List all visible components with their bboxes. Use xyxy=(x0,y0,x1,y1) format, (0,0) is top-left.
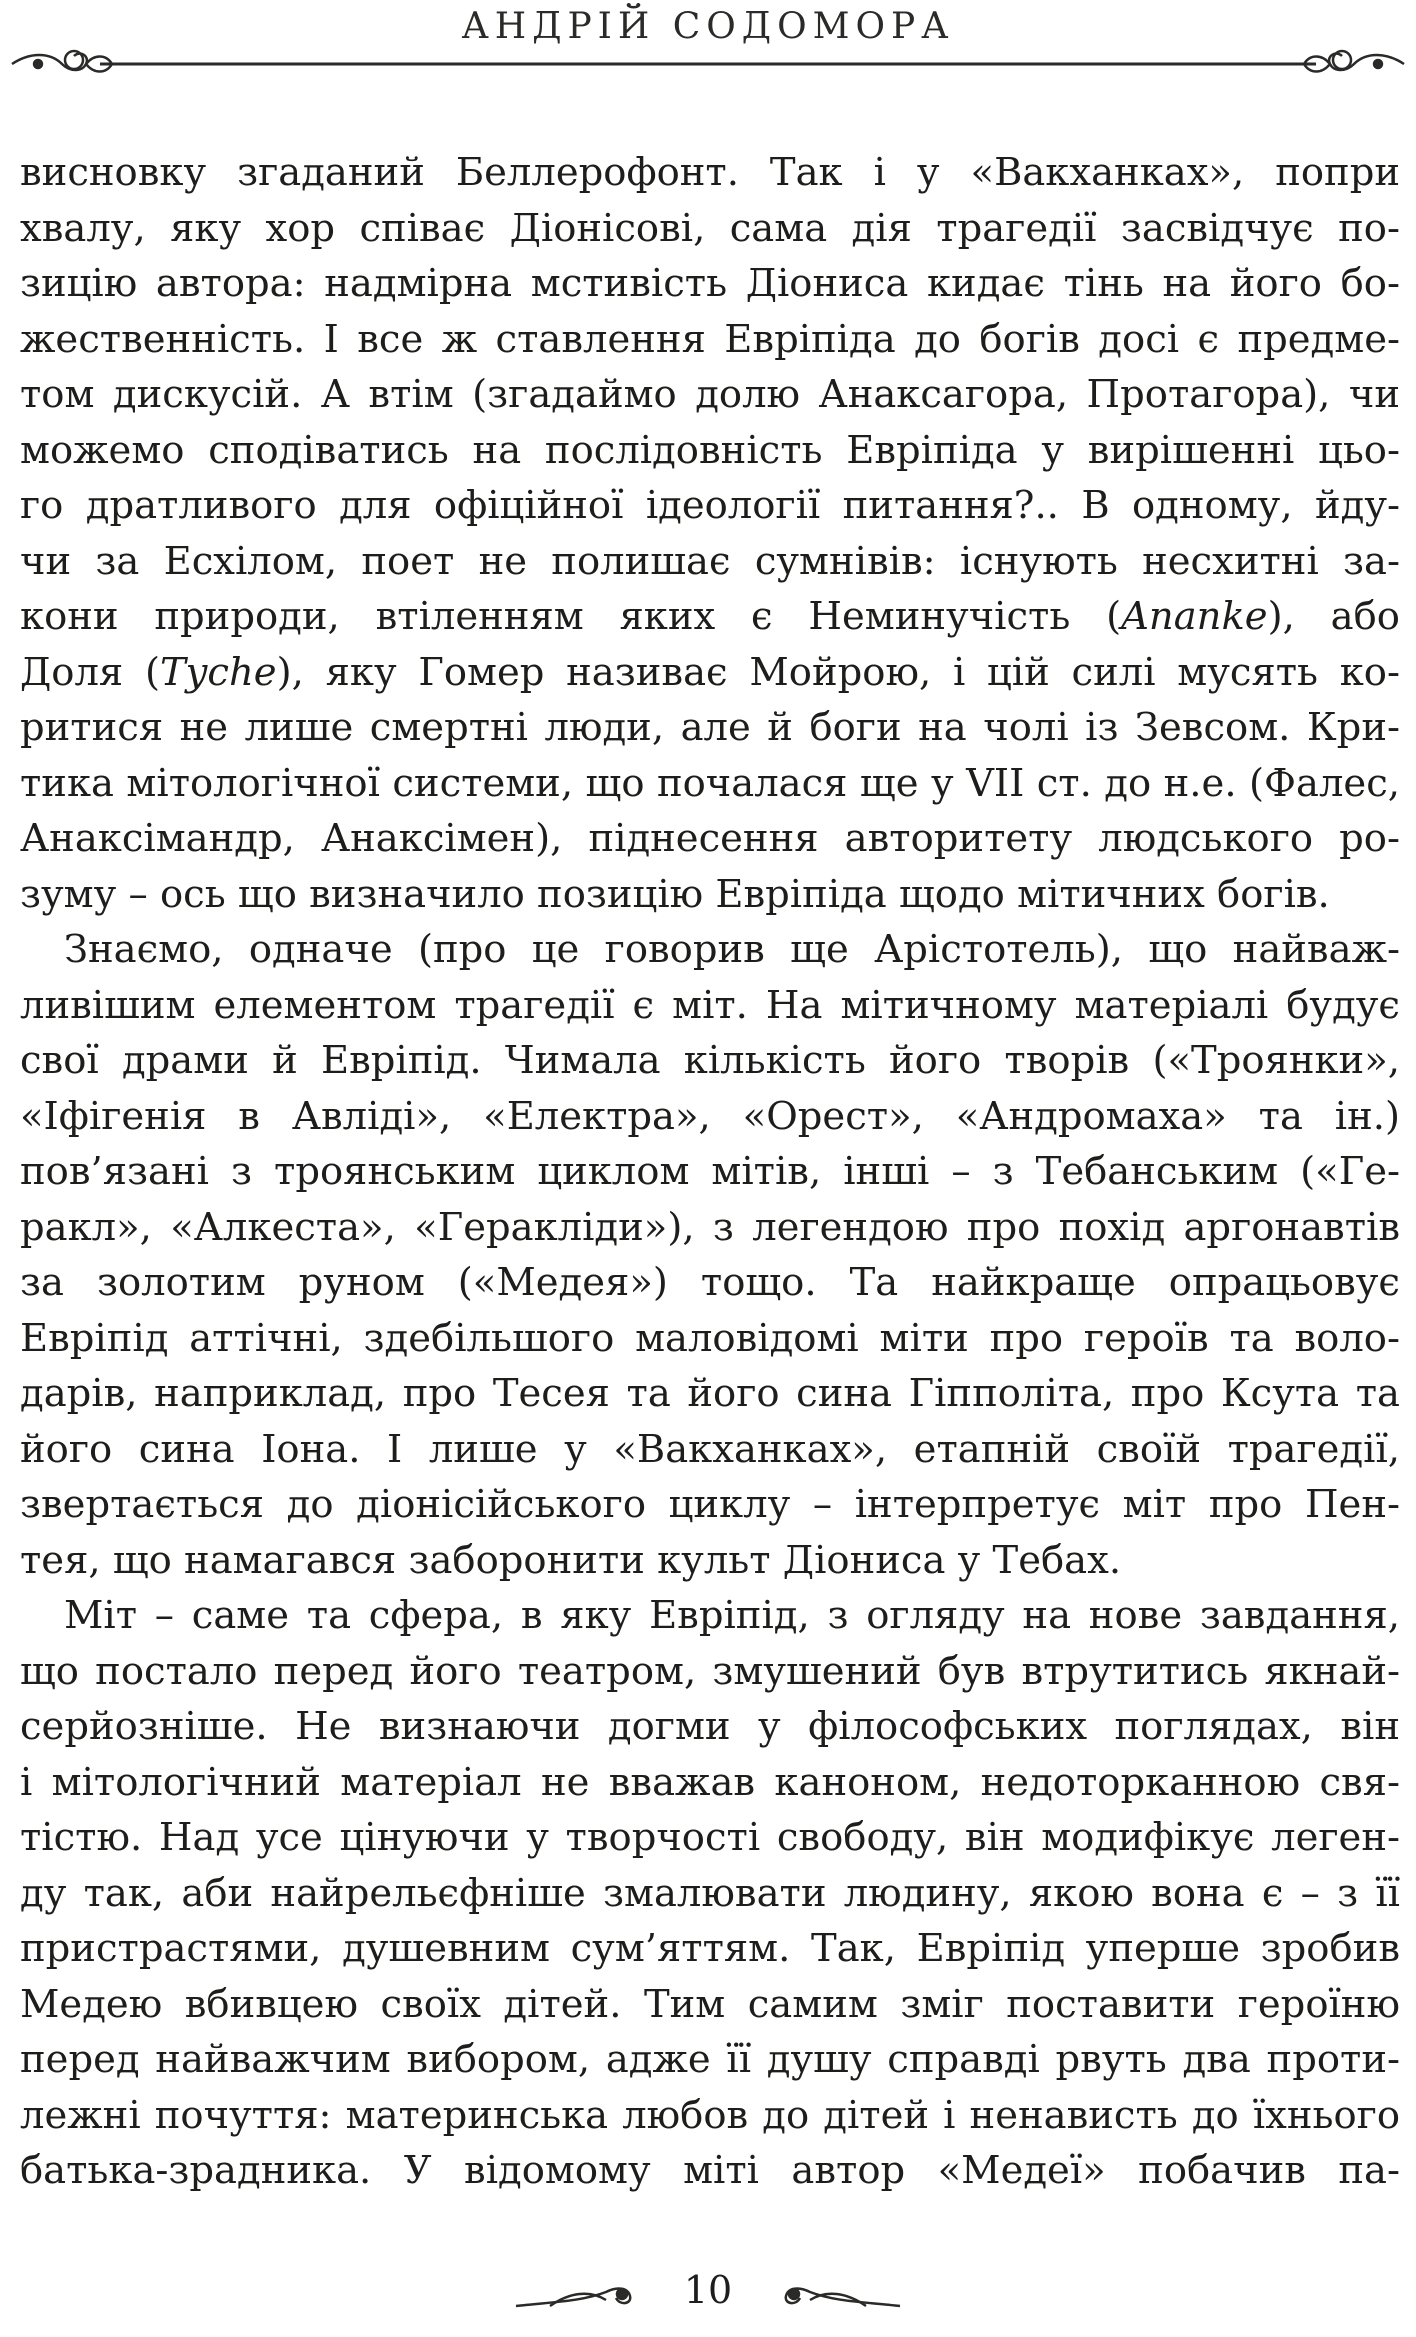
header-ornament-rule xyxy=(10,44,1406,84)
text-line: за золотим руном («Медея») тощо. Та найкраще опрацьовує xyxy=(20,1260,1400,1305)
text-line: том дискусій. А втім (згадаймо долю Анаксагора, Протагора), чи xyxy=(20,372,1400,417)
text-line: висновку згаданий Беллерофонт. Так і у «Вакханках», попри xyxy=(20,150,1400,195)
text-line: батька-зрадника. У відомому міті автор «Медеї» побачив па- xyxy=(20,2148,1400,2193)
text-line: можемо сподіватись на послідовність Евріпіда у вирішенні цьо- xyxy=(20,427,1400,473)
text-line: ливішим елементом трагедії є міт. На мітичному матеріалі будує xyxy=(20,982,1400,1028)
text-line: Міт – саме та сфера, в яку Евріпід, з огляду на нове завдання, xyxy=(64,1593,1400,1638)
text-line: дарів, наприклад, про Тесея та його сина Гіпполіта, про Ксута та xyxy=(20,1371,1400,1416)
text-line: лежні почуття: материнська любов до дітей і ненависть до їхнього xyxy=(20,2092,1400,2138)
text-line: зуму – ось що визначило позицію Евріпіда щодо мітичних богів. xyxy=(20,871,1330,917)
text-line: звертається до діонісійського циклу – інтерпретує міт про Пен- xyxy=(20,1482,1400,1527)
text-line: тістю. Над усе цінуючи у творчості свободу, він модифікує леген- xyxy=(20,1815,1400,1860)
text-line: перед найважчим вибором, адже її душу справді рвуть два проти- xyxy=(20,2037,1400,2082)
text-line: свої драми й Евріпід. Чимала кількість його творів («Троянки», xyxy=(20,1038,1400,1083)
text-fragment: ), яку Гомер називає Мойрою, і цій силі мусять ко- xyxy=(276,649,1400,695)
italic-term: Tyche xyxy=(160,649,277,695)
text-line: ракл», «Алкеста», «Гераклiди»), з легендою про похід аргонавтів xyxy=(20,1204,1400,1250)
text-line: Анаксімандр, Анаксімен), піднесення авторитету людського ро- xyxy=(20,816,1400,861)
text-line: Евріпід аттічні, здебільшого маловідомі міти про героїв та воло- xyxy=(20,1315,1400,1361)
text-line: Медею вбивцею своїх дітей. Тим самим зміг поставити героїню xyxy=(20,1981,1400,2027)
italic-term: Ananke xyxy=(1121,594,1268,639)
text-line: хвалу, яку хор співає Діонісові, сама дія трагедії засвідчує по- xyxy=(20,205,1400,251)
text-line: жественність. І все ж ставлення Евріпіда до богів досі є предме- xyxy=(20,316,1400,362)
text-line: «Іфігенія в Авліді», «Електра», «Орест», «Андромаха» та ін.) xyxy=(20,1093,1400,1139)
text-line: серйозніше. Не визнаючи догми у філософських поглядах, він xyxy=(20,1704,1400,1749)
text-line: Знаємо, одначе (про це говорив ще Арістотель), що найваж- xyxy=(64,927,1400,972)
running-head-author: АНДРІЙ СОДОМОРА xyxy=(461,6,955,47)
text-line: і мітологічний матеріал не вважав каноном, недоторканною свя- xyxy=(20,1759,1400,1805)
text-line: зицію автора: надмірна мстивість Діониса кидає тінь на його бо- xyxy=(20,261,1400,306)
text-line: го дратливого для офіційної ідеології питання?.. В одному, йду- xyxy=(20,483,1400,528)
text-line: ритися не лише смертні люди, але й боги на чолі із Зевсом. Кри- xyxy=(20,705,1400,750)
text-fragment: кони природи, втіленням яких є Неминучість ( xyxy=(20,594,1122,639)
text-line xyxy=(20,645,1400,701)
text-line: пристрастями, душевним сум’яттям. Так, Евріпід уперше зробив xyxy=(20,1926,1400,1971)
text-line: ду так, аби найрельєфніше змалювати людину, якою вона є – з її xyxy=(20,1870,1400,1916)
text-line: що постало перед його театром, змушений був втрутитись якнай- xyxy=(20,1648,1400,1694)
text-line xyxy=(20,589,1400,645)
text-line: тея, що намагався заборонити культ Діониса у Тебах. xyxy=(20,1537,1122,1583)
body-text xyxy=(20,145,1400,2199)
text-fragment: ), або xyxy=(1267,594,1400,639)
text-fragment: Доля ( xyxy=(20,649,160,695)
text-line: його сина Іона. І лише у «Вакханках», етапній своїй трагедії, xyxy=(20,1426,1400,1472)
text-line: тика мітологічної системи, що почалася ще у VII ст. до н.е. (Фалес, xyxy=(20,760,1400,806)
text-line: пов’язані з троянським циклом мітів, інші – з Тебанським («Ге- xyxy=(20,1149,1400,1194)
text-line: чи за Есхілом, поет не полишає сумнівів: існують несхитні за- xyxy=(20,538,1400,584)
page-number: 10 xyxy=(683,2268,733,2312)
